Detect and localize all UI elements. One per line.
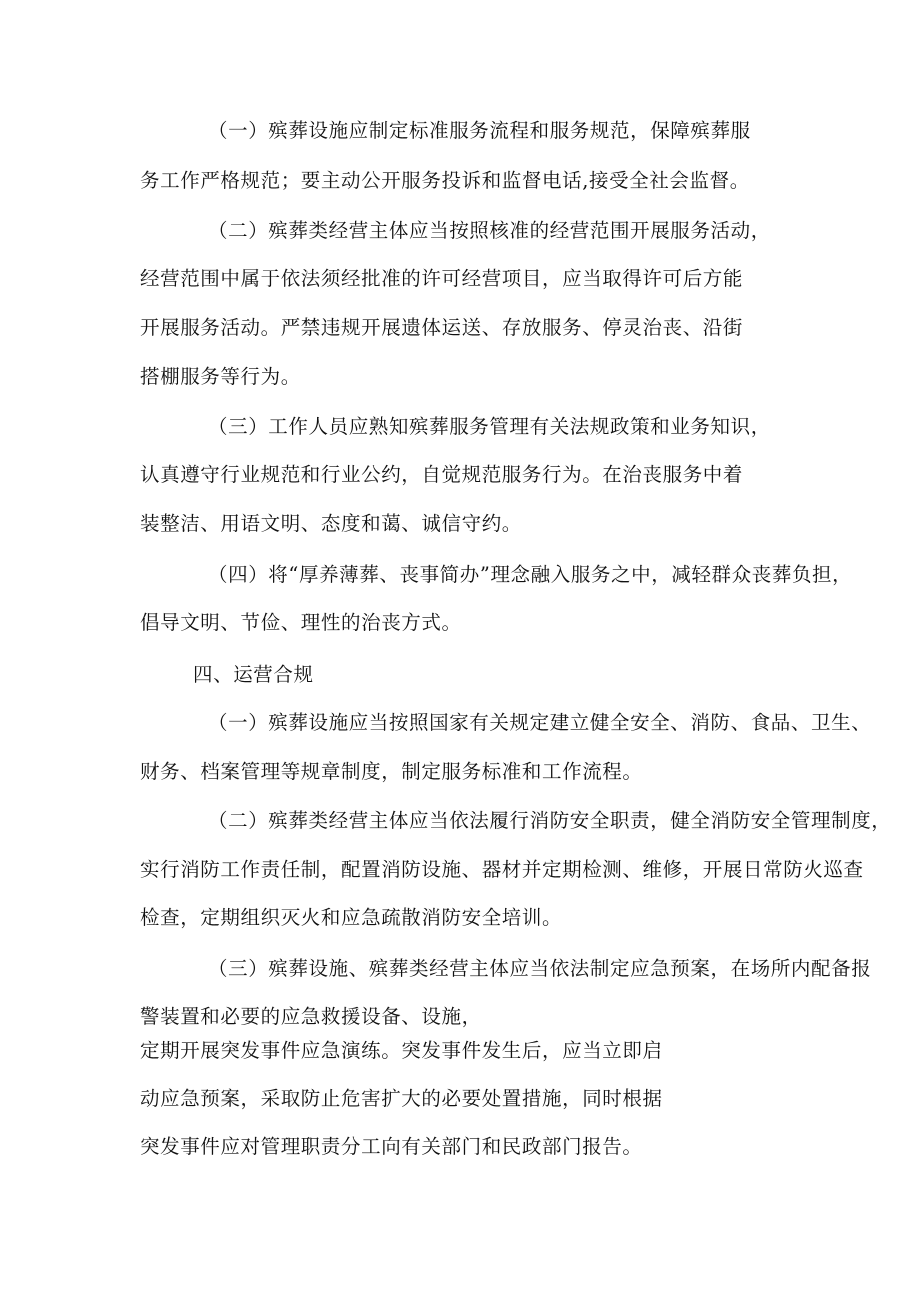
paragraph-line-17: 检查，定期组织灭火和应急疏散消防安全培训。	[140, 906, 563, 929]
paragraph-line-20: 定期开展突发事件应急演练。突发事件发生后，应当立即启	[140, 1039, 663, 1062]
paragraph-line-18: （三）殡葬设施、殡葬类经营主体应当依法制定应急预案，在场所内配备报	[208, 957, 872, 980]
paragraph-line-5: 开展服务活动。严禁违规开展遗体运送、存放服务、停灵治丧、沿街	[140, 316, 744, 339]
paragraph-line-7: （三）工作人员应熟知殡葬服务管理有关法规政策和业务知识，	[208, 415, 771, 438]
paragraph-line-2: 务工作严格规范；要主动公开服务投诉和监督电话,接受全社会监督。	[140, 169, 750, 192]
paragraph-line-14: 财务、档案管理等规章制度，制定服务标准和工作流程。	[140, 760, 643, 783]
paragraph-line-3: （二）殡葬类经营主体应当按照核准的经营范围开展服务活动，	[208, 219, 771, 242]
paragraph-line-21: 动应急预案，采取防止危害扩大的必要处置措施，同时根据	[140, 1087, 663, 1110]
paragraph-line-13: （一）殡葬设施应当按照国家有关规定建立健全安全、消防、食品、卫生、	[208, 711, 872, 734]
paragraph-line-11: 倡导文明、节俭、理性的治丧方式。	[140, 611, 462, 634]
paragraph-line-22: 突发事件应对管理职责分工向有关部门和民政部门报告。	[140, 1135, 643, 1158]
paragraph-line-6: 搭棚服务等行为。	[140, 365, 301, 388]
paragraph-line-4: 经营范围中属于依法须经批准的许可经营项目，应当取得许可后方能	[140, 267, 744, 290]
paragraph-line-19: 警装置和必要的应急救援设备、设施，	[140, 1005, 482, 1028]
paragraph-line-8: 认真遵守行业规范和行业公约，自觉规范服务行为。在治丧服务中着	[140, 463, 744, 486]
section-heading: 四、运营合规	[193, 663, 314, 686]
paragraph-line-15: （二）殡葬类经营主体应当依法履行消防安全职责，健全消防安全管理制度，	[208, 809, 892, 832]
paragraph-line-10: （四）将“厚养薄葬、丧事简办”理念融入服务之中，减轻群众丧葬负担，	[208, 563, 853, 586]
paragraph-line-16: 实行消防工作责任制，配置消防设施、器材并定期检测、维修，开展日常防火巡查	[140, 858, 864, 881]
paragraph-line-9: 装整洁、用语文明、态度和蔼、诚信守约。	[140, 512, 522, 535]
paragraph-line-1: （一）殡葬设施应制定标准服务流程和服务规范，保障殡葬服	[208, 119, 751, 142]
